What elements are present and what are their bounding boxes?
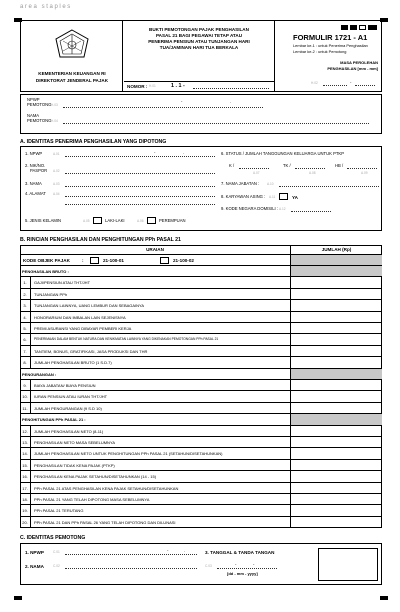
nama-pemotong-field[interactable]: [63, 123, 369, 124]
row-number: 14.: [20, 448, 31, 458]
row-label: PENGHASILAN KENA PAJAK SETAHUN/DISETAHUNKAN (14 - 15): [34, 474, 157, 480]
row-number: 18.: [20, 494, 31, 504]
section-b-header-row: [20, 245, 382, 255]
nomor-field-code: H.01: [149, 84, 156, 88]
a-nama-field[interactable]: [65, 186, 215, 187]
c-date-code: C.03: [205, 564, 212, 568]
barcode-outline-icon: [359, 25, 366, 30]
row-label: PENERIMAAN DALAM BENTUK NATURA DAN KENIKMATAN LAINNYA YANG DIKENAKAN PEMOTONGAN PPh PASAL 21: [34, 337, 219, 342]
nama-pemotong-label-2: PEMOTONG: [27, 118, 52, 123]
sheet-note-2: Lembar ke-2 : untuk Pemotong: [293, 49, 347, 54]
a-alamat-field-2[interactable]: [65, 204, 215, 205]
a-npwp-dot: .: [183, 150, 185, 155]
amount-field[interactable]: [290, 277, 382, 287]
row-label: GAJI/PENSIUN ATAU THT/JHT: [34, 280, 91, 286]
table-row: [20, 277, 382, 288]
row-number: 3.: [20, 300, 31, 310]
ya-label: YA: [292, 195, 298, 200]
row-label: PPh PASAL 21 TERUTANG: [34, 508, 84, 514]
row-number: 12.: [20, 426, 31, 436]
row-number: 6.: [20, 334, 31, 344]
gross-header-row: [20, 266, 382, 277]
a-alamat-code: A.04: [53, 192, 60, 196]
deduct-header-row: [20, 369, 382, 380]
amount-field[interactable]: [290, 437, 382, 447]
period-label-1: MASA PEROLEHAN: [340, 60, 378, 65]
row-label: BIAYA JABATAN/ BIAYA PENSIUN: [34, 383, 96, 388]
period-to-field[interactable]: [355, 85, 375, 86]
period-from-field[interactable]: [323, 85, 347, 86]
tk-field[interactable]: [295, 168, 325, 169]
male-label: LAKI-LAKI: [105, 218, 125, 223]
section-c-title: C. IDENTITAS PEMOTONG: [20, 535, 86, 541]
k-field[interactable]: [239, 168, 269, 169]
row-number: 9.: [20, 380, 31, 390]
npwp-pemotong-label-2: PEMOTONG: [27, 102, 52, 107]
gross-header: PENGHASILAN BRUTO :: [22, 269, 69, 274]
form-title-line: PENERIMA PENSIUN ATAU TUNJANGAN HARI: [148, 39, 250, 44]
left-header-cell: [21, 21, 123, 92]
amount-field[interactable]: [290, 334, 382, 344]
c-date-dash-2: -: [253, 562, 255, 567]
amount-field[interactable]: [290, 505, 382, 515]
row-number: 5.: [20, 323, 31, 333]
a-npwp-field[interactable]: [65, 156, 215, 157]
form-header: [20, 20, 382, 92]
a-nik-label: 2. NIK/NO.: [25, 163, 46, 168]
table-row: [20, 437, 382, 448]
table-row: [20, 346, 382, 357]
a-alamat-field[interactable]: [65, 196, 215, 197]
amount-field[interactable]: [290, 391, 382, 401]
npwp-pemotong-dash: -: [181, 99, 183, 104]
pemotong-box: [20, 94, 382, 134]
row-number: 8.: [20, 357, 31, 367]
table-row: [20, 334, 382, 345]
table-row: [20, 312, 382, 323]
a-asing-label: 8. KARYAWAN ASING :: [221, 194, 266, 199]
row-label: IURAN PENSIUN ATAU IURAN THT/JHT: [34, 394, 108, 400]
table-row: [20, 357, 382, 368]
npwp-pemotong-dot: .: [230, 99, 232, 104]
amount-field[interactable]: [290, 357, 382, 367]
female-label: PEREMPUAN: [159, 218, 186, 223]
amount-field[interactable]: [290, 483, 382, 493]
deduct-header-cell: [290, 369, 382, 379]
a-negara-code: A.12: [279, 207, 286, 211]
row-label: JUMLAH PENGHASILAN NETO UNTUK PENGHITUNGAN PPh PASAL 21 (SETAHUN/DISETAHUNKAN): [34, 451, 223, 457]
row-number: 15.: [20, 460, 31, 470]
row-label: HONORARIUM DAN IMBALAN LAIN SEJENISNYA: [34, 314, 126, 320]
calc-header: PENGHITUNGAN PPh PASAL 21 :: [22, 417, 86, 423]
male-checkbox[interactable]: [93, 217, 102, 224]
col-uraian-header: URAIAN: [146, 247, 164, 252]
row-label: PENGHASILAN NETO MASA SEBELUMNYA: [34, 440, 115, 445]
section-c-box: [20, 543, 382, 585]
amount-field[interactable]: [290, 380, 382, 390]
a-jabatan-field[interactable]: [279, 186, 379, 187]
row-label: PPh PASAL 21 DAN PPh PASAL 26 YANG TELAH DIPOTONG DAN DILUNASI: [34, 519, 176, 525]
row-label: JUMLAH PENGURANGAN (9 S.D 10): [34, 405, 102, 411]
row-number: 2.: [20, 289, 31, 299]
row-number: 19.: [20, 505, 31, 515]
table-row: [20, 391, 382, 402]
period-dash: -: [350, 80, 352, 85]
amount-field[interactable]: [290, 312, 382, 322]
npwp-pemotong-label: NPWP: [27, 97, 40, 102]
k-label: K /: [229, 163, 235, 168]
table-row: [20, 300, 382, 311]
c-npwp-dash: -: [167, 548, 169, 553]
kode-objek-colon: :: [82, 258, 84, 263]
amount-field[interactable]: [290, 471, 382, 481]
row-label: TUNJANGAN PPh: [34, 291, 68, 297]
kode-objek-row: [20, 255, 382, 266]
a-negara-label: 9. KODE NEGARA DOMISILI :: [221, 206, 279, 211]
nama-pemotong-label: NAMA: [27, 113, 40, 118]
amount-field[interactable]: [290, 494, 382, 504]
table-row: [20, 380, 382, 391]
gross-header-cell: [290, 266, 382, 276]
row-number: 1.: [20, 277, 31, 287]
row-number: 7.: [20, 346, 31, 356]
nomor-field[interactable]: [193, 88, 269, 89]
calc-header-row: [20, 414, 382, 425]
row-label: PPh PASAL 21 ATAS PENGHASILAN KENA PAJAK SETAHUN/DISETAHUNKAN: [34, 485, 179, 491]
row-label: TUNJANGAN LAINNYA, UANG LEMBUR DAN SEBAGAINYA: [34, 303, 145, 309]
amount-field[interactable]: [290, 300, 382, 310]
table-row: [20, 426, 382, 437]
table-row: [20, 517, 382, 528]
period-label-2: PENGHASILAN [mm - mm]: [327, 66, 378, 71]
amount-field[interactable]: [290, 448, 382, 458]
c-date-sign-label: 3. TANGGAL & TANDA TANGAN: [205, 550, 275, 555]
brand-watermark: area staples: [20, 4, 72, 10]
form-title-line: PASAL 21 BAGI PEGAWAI TETAP ATAU: [155, 33, 243, 38]
c-nama-field[interactable]: [65, 568, 197, 569]
table-row: [20, 403, 382, 414]
form-title-line: BUKTI PEMOTONGAN PAJAK PENGHASILAN: [149, 27, 249, 32]
table-row: [20, 448, 382, 459]
kode-objek-amount-cell: [290, 255, 382, 265]
row-number: 20.: [20, 517, 31, 527]
kode-objek-2-checkbox[interactable]: [160, 257, 169, 264]
form-code: FORMULIR 1721 - A1: [293, 33, 368, 42]
hb-field[interactable]: [347, 168, 377, 169]
row-number: 16.: [20, 471, 31, 481]
form-title-line: TUA/JAMINAN HARI TUA BERKALA: [159, 45, 239, 50]
table-row: [20, 505, 382, 516]
barcode-block-icon: [350, 25, 357, 30]
a-nama-code: A.03: [53, 182, 60, 186]
table-row: [20, 494, 382, 505]
kode-objek-1-checkbox[interactable]: [90, 257, 99, 264]
barcode-block-icon: [368, 25, 377, 30]
a-jabatan-label: 7. NAMA JABATAN :: [221, 181, 260, 186]
npwp-pemotong-code: H.03: [51, 103, 58, 107]
nomor-prefix: 1 . 1 -: [171, 83, 185, 89]
title-cell: [124, 21, 274, 81]
nama-pemotong-code: H.04: [51, 119, 58, 123]
section-b-title: B. RINCIAN PENGHASILAN DAN PENGHITUNGAN PPh PASAL 21: [20, 237, 181, 243]
a-jabatan-code: A.10: [267, 182, 274, 186]
a-asing-code: A.11: [269, 195, 276, 199]
a-nik-label-2: PASPOR: [30, 168, 48, 173]
deduct-header: PENGURANGAN :: [22, 371, 57, 377]
c-npwp-field[interactable]: [65, 554, 197, 555]
form-code-cell: [274, 21, 382, 92]
c-date-dash-1: -: [235, 562, 237, 567]
amount-field[interactable]: [290, 346, 382, 356]
foreign-employee-checkbox[interactable]: [279, 193, 288, 200]
period-field-code: H.02: [311, 81, 318, 85]
row-number: 13.: [20, 437, 31, 447]
c-npwp-label: 1. NPWP: [25, 550, 44, 555]
corner-mark-bottom-left: [14, 596, 22, 600]
c-date-format: [dd - mm - yyyy]: [227, 571, 258, 576]
tk-label: TK /: [283, 163, 291, 168]
ministry-emblem-icon: [54, 29, 90, 59]
a-npwp-dash: -: [154, 150, 156, 155]
kode-objek-1: 21-100-01: [103, 258, 124, 263]
amount-field[interactable]: [290, 517, 382, 527]
amount-field[interactable]: [290, 426, 382, 436]
row-label: PREMI ASURANSI YANG DIBAYAR PEMBERI KERJA: [34, 326, 132, 331]
a-nik-field[interactable]: [65, 173, 215, 174]
row-number: 10.: [20, 391, 31, 401]
sheet-note-1: Lembar ke-1 : untuk Penerima Penghasilan: [293, 43, 368, 48]
table-row: [20, 460, 382, 471]
row-number: 4.: [20, 312, 31, 322]
a-negara-field[interactable]: [291, 211, 331, 212]
table-row: [20, 323, 382, 334]
row-number: 17.: [20, 483, 31, 493]
corner-mark-bottom-right: [380, 596, 388, 600]
a-female-code: A.06: [137, 219, 144, 223]
hb-code: A.09: [361, 171, 368, 175]
a-male-code: A.05: [83, 219, 90, 223]
nomor-label: NOMOR :: [127, 84, 148, 89]
section-a-title: A. IDENTITAS PENERIMA PENGHASILAN YANG DIPOTONG: [20, 139, 167, 145]
a-gender-label: 5. JENIS KELAMIN: [25, 218, 62, 223]
row-label: JUMLAH PENGHASILAN NETO (8-11): [34, 428, 104, 434]
npwp-pemotong-field[interactable]: [63, 107, 263, 108]
c-nama-label: 2. NAMA: [25, 564, 44, 569]
barcode-block-icon: [341, 25, 348, 30]
table-row: [20, 471, 382, 482]
a-nik-code: A.02: [53, 169, 60, 173]
a-nama-label: 3. NAMA: [25, 181, 42, 186]
section-a-box: [20, 146, 382, 231]
col-jumlah-header-cell: [290, 245, 382, 254]
c-npwp-code: C.01: [53, 550, 60, 554]
c-date-field[interactable]: [217, 568, 277, 569]
ministry-name: KEMENTERIAN KEUANGAN RI: [38, 71, 106, 76]
signature-box[interactable]: [318, 548, 378, 581]
col-jumlah-header: JUMLAH (Rp): [321, 247, 352, 252]
c-npwp-dot: .: [184, 548, 186, 553]
row-label: JUMLAH PENGHASILAN BRUTO (1 S.D.7): [34, 360, 112, 366]
amount-field[interactable]: [290, 323, 382, 333]
a-npwp-code: A.01: [53, 152, 60, 156]
row-label: PPh PASAL 21 YANG TELAH DIPOTONG MASA SEBELUMNYA: [34, 497, 150, 502]
female-checkbox[interactable]: [147, 217, 156, 224]
c-nama-code: C.02: [53, 564, 60, 568]
amount-field[interactable]: [290, 289, 382, 299]
a-alamat-label: 4. ALAMAT: [25, 191, 46, 196]
amount-field[interactable]: [290, 460, 382, 470]
table-row: [20, 483, 382, 494]
a-status-label: 6. STATUS / JUMLAH TANGGUNGAN KELUARGA UNTUK PTKP: [221, 151, 345, 156]
kode-objek-label: KODE OBJEK PAJAK: [23, 258, 70, 263]
table-row: [20, 289, 382, 300]
kode-objek-2: 21-100-02: [173, 258, 194, 263]
row-number: 11.: [20, 403, 31, 413]
k-code: A.07: [253, 171, 260, 175]
a-npwp-label: 1. NPWP: [25, 151, 43, 156]
hb-label: HB /: [335, 163, 344, 168]
row-label: TANTIEM, BONUS, GRATIFIKASI, JASA PRODUKSI DAN THR: [34, 348, 148, 354]
directorate-name: DIREKTORAT JENDERAL PAJAK: [35, 78, 109, 83]
calc-header-cell: [290, 414, 382, 424]
tk-code: A.08: [309, 171, 316, 175]
row-label: PENGHASILAN TIDAK KENA PAJAK (PTKP): [34, 462, 115, 468]
amount-field[interactable]: [290, 403, 382, 413]
